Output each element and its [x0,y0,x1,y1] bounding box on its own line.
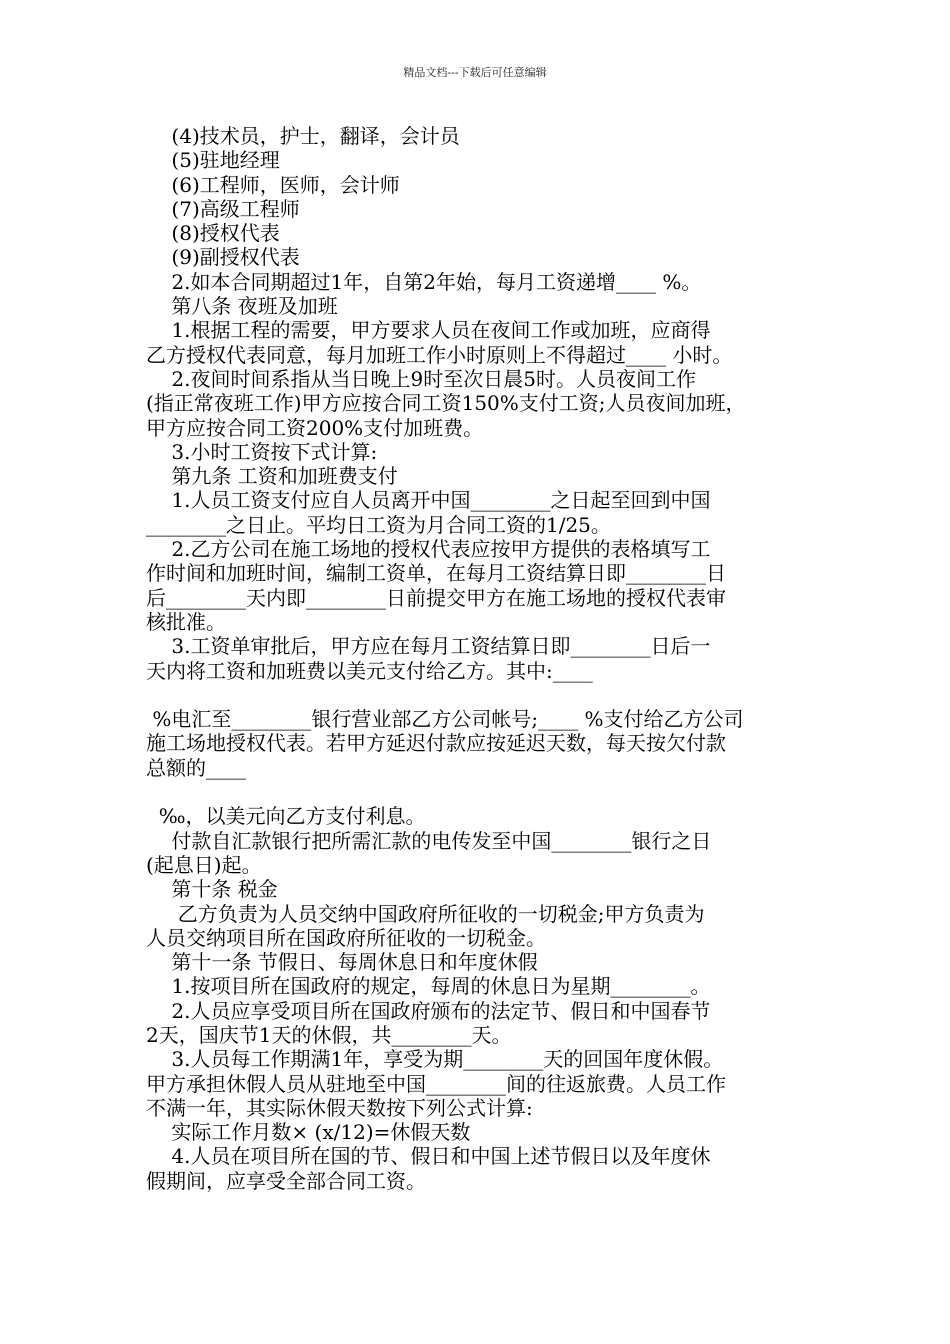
text-line: 4.人员在项目所在国的节、假日和中国上述节假日以及年度休 [146,1144,711,1169]
text-line: 天内将工资和加班费以美元支付给乙方。其中:____ [146,658,593,683]
document-body [146,124,816,1193]
section-heading: 第八条 夜班及加班 [146,294,338,319]
text-line: 假期间，应享受全部合同工资。 [146,1168,426,1193]
blank-line [146,683,816,707]
text-line: (9)副授权代表 [146,245,300,270]
text-line: 甲方应按合同工资200%支付加班费。 [146,415,484,440]
text-line: 2.乙方公司在施工场地的授权代表应按甲方提供的表格填写工 [146,537,711,562]
text-line: (5)驻地经理 [146,148,280,173]
text-line: 1.人员工资支付应自人员离开中国________之日起至回到中国 [146,488,711,513]
text-line: (7)高级工程师 [146,196,300,221]
text-line: ________之日止。平均日工资为月合同工资的1/25。 [146,512,611,537]
text-line: 3.小时工资按下式计算: [146,439,378,464]
text-line: 甲方承担休假人员从驻地至中国________间的往返旅费。人员工作 [146,1071,726,1096]
text-line: 1.按项目所在国政府的规定，每周的休息日为星期________。 [146,974,711,999]
text-line: %电汇至________银行营业部乙方公司帐号;____ %支付给乙方公司 [146,707,744,732]
text-line: 3.工资单审批后，甲方应在每月工资结算日即________日后一 [146,634,711,659]
text-line: 3.人员每工作期满1年，享受为期________天的回国年度休假。 [146,1047,724,1072]
text-line: 2.人员应享受项目所在国政府颁布的法定节、假日和中国春节 [146,998,711,1023]
text-line: (指正常夜班工作)甲方应按合同工资150%支付工资;人员夜间加班， [146,391,746,416]
section-heading: 第九条 工资和加班费支付 [146,464,398,489]
text-line: 施工场地授权代表。若甲方延迟付款应按延迟天数，每天按欠付款 [146,731,726,756]
page-header: 精品文档---下载后可任意编辑 [403,66,547,79]
text-line: 2.夜间时间系指从当日晚上9时至次日晨5时。人员夜间工作 [146,366,696,391]
text-line: 乙方授权代表同意，每月加班工作小时原则上不得超过____ 小时。 [146,342,733,367]
text-line: 2天，国庆节1天的休假，共________天。 [146,1022,512,1047]
text-line: (6)工程师，医师，会计师 [146,172,400,197]
text-line: 核批准。 [146,609,226,634]
text-line: 2.如本合同期超过1年，自第2年始，每月工资递增____ %。 [146,269,702,294]
text-line: 付款自汇款银行把所需汇款的电传发至中国________银行之日 [146,828,712,853]
text-line: 作时间和加班时间，编制工资单，在每月工资结算日即________日 [146,561,726,586]
text-line: 总额的____ [146,755,246,780]
text-line: 不满一年，其实际休假天数按下列公式计算: [146,1095,533,1120]
section-heading: 第十条 税金 [146,877,278,902]
text-line: 后________天内即________日前提交甲方在施工场地的授权代表审 [146,585,726,610]
text-line: 乙方负责为人员交纳中国政府所征收的一切税金;甲方负责为 [146,901,705,926]
text-line: (8)授权代表 [146,221,280,246]
blank-line [146,780,816,804]
section-heading: 第十一条 节假日、每周休息日和年度休假 [146,950,538,975]
text-line: (起息日)起。 [146,852,262,877]
text-line: ‰，以美元向乙方支付利息。 [146,804,426,829]
text-line: (4)技术员，护士，翻译，会计员 [146,124,460,148]
text-line: 1.根据工程的需要，甲方要求人员在夜间工作或加班，应商得 [146,318,711,343]
text-line: 人员交纳项目所在国政府所征收的一切税金。 [146,925,546,950]
formula-line: 实际工作月数× (x/12)=休假天数 [146,1120,471,1145]
